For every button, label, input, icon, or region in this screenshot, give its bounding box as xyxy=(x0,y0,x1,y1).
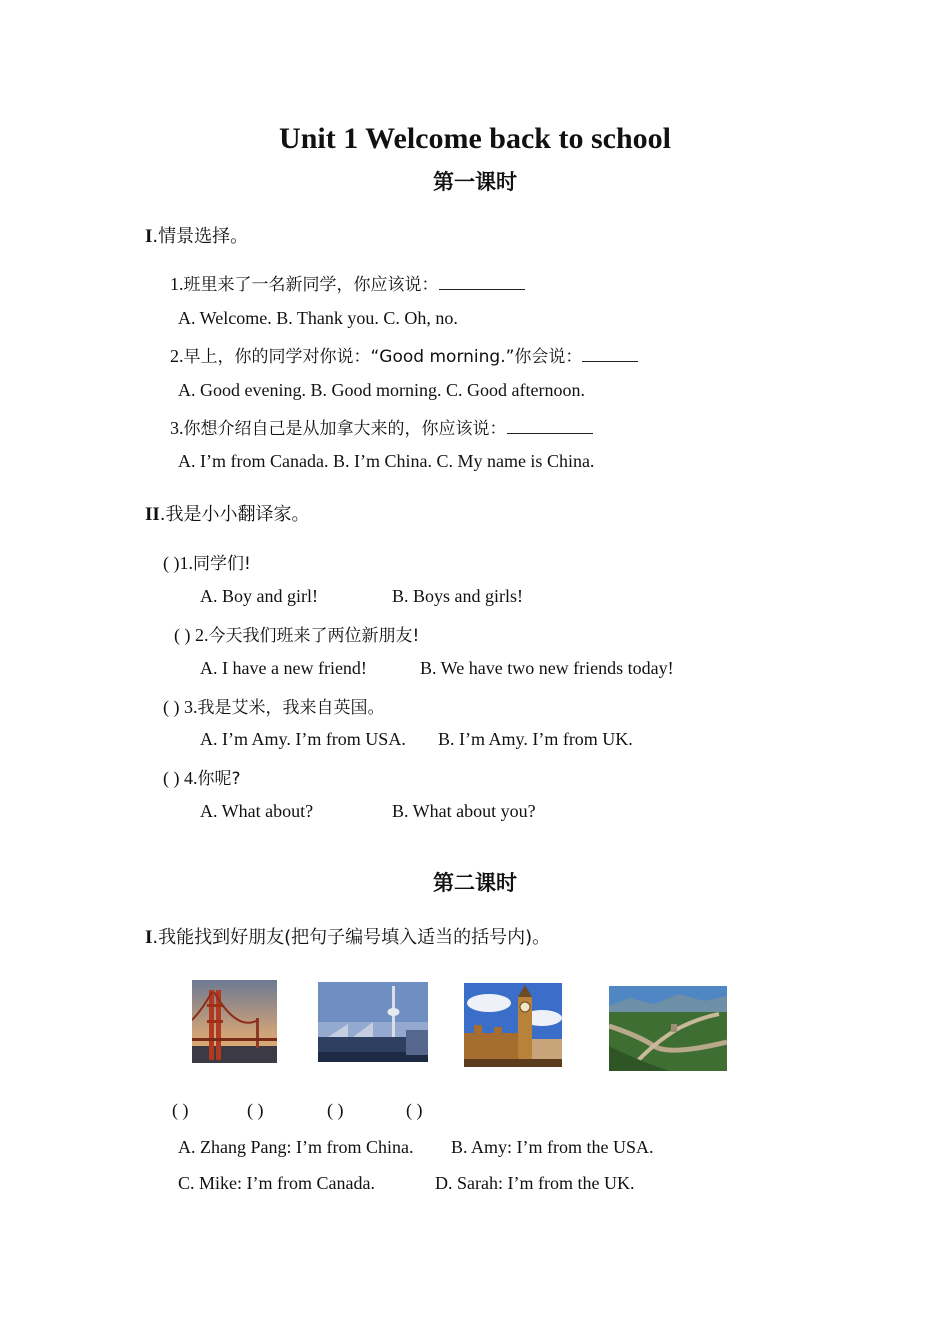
question-text: 你想介绍自己是从加拿大来的，你应该说： xyxy=(183,419,507,439)
match-option-c: C. Mike: I’m from Canada. xyxy=(178,1173,375,1193)
answer-paren[interactable]: ( ) xyxy=(174,625,191,645)
section-2-title xyxy=(145,500,310,526)
question-3 xyxy=(170,414,593,439)
section-title-text: .我能找到好朋友(把句子编号填入适当的括号内)。 xyxy=(152,927,551,948)
question-number: 1. xyxy=(170,274,184,294)
match-option-a: A. Zhang Pang: I’m from China. xyxy=(178,1137,414,1157)
option-b: B. What about you? xyxy=(392,801,536,821)
translate-question-1 xyxy=(163,549,251,574)
option-b: B. I’m Amy. I’m from UK. xyxy=(438,729,633,749)
question-number: 2. xyxy=(170,346,184,366)
answer-blank[interactable] xyxy=(507,417,593,434)
question-number: 1. xyxy=(179,553,193,573)
golden-gate-bridge-image xyxy=(192,980,277,1063)
question-text: 同学们! xyxy=(193,554,251,574)
section-roman: II xyxy=(145,504,160,525)
question-text: 我是艾米，我来自英国。 xyxy=(197,698,385,718)
question-text: 班里来了一名新同学，你应该说： xyxy=(183,275,439,295)
section-roman: I xyxy=(145,226,153,247)
question-number: 4. xyxy=(179,768,198,788)
lesson-1-heading: 第一课时 xyxy=(433,170,517,194)
question-2 xyxy=(170,342,638,367)
section-roman: I xyxy=(145,927,153,948)
option-b: B. Boys and girls! xyxy=(392,586,524,606)
answer-blank[interactable] xyxy=(582,345,638,362)
option-a: A. I’m Amy. I’m from USA. xyxy=(200,729,406,749)
answer-paren[interactable]: ( ) xyxy=(163,553,180,573)
answer-bracket-1[interactable]: ( ) xyxy=(172,1100,189,1120)
translate-question-2 xyxy=(174,621,419,646)
translate-question-4 xyxy=(163,764,241,789)
answer-bracket-4[interactable]: ( ) xyxy=(406,1100,423,1120)
option-b: B. We have two new friends today! xyxy=(420,658,674,678)
question-text: 今天我们班来了两位新朋友! xyxy=(208,626,420,646)
big-ben-image xyxy=(464,983,562,1067)
answer-paren[interactable]: ( ) xyxy=(163,697,180,717)
option-a: A. I have a new friend! xyxy=(200,658,367,678)
option-a: A. What about? xyxy=(200,801,314,821)
translate-question-3 xyxy=(163,693,385,718)
option-a: A. Boy and girl! xyxy=(200,586,318,606)
lesson-2-heading: 第二课时 xyxy=(433,871,517,895)
question-1 xyxy=(170,270,525,295)
question-number: 3. xyxy=(179,697,198,717)
match-option-b: B. Amy: I’m from the USA. xyxy=(451,1137,654,1157)
great-wall-image xyxy=(609,986,727,1071)
answer-bracket-3[interactable]: ( ) xyxy=(327,1100,344,1120)
question-number: 2. xyxy=(190,625,209,645)
section-1-title xyxy=(145,222,248,248)
answer-paren[interactable]: ( ) xyxy=(163,768,180,788)
cn-tower-image xyxy=(318,982,428,1062)
section-title-text: .我是小小翻译家。 xyxy=(159,504,310,525)
page-title: Unit 1 Welcome back to school xyxy=(279,122,671,155)
section-3-title xyxy=(145,923,550,949)
question-1-options: A. Welcome. B. Thank you. C. Oh, no. xyxy=(178,308,458,328)
question-2-options: A. Good evening. B. Good morning. C. Good afternoon. xyxy=(178,380,585,400)
match-option-d: D. Sarah: I’m from the UK. xyxy=(435,1173,635,1193)
question-number: 3. xyxy=(170,418,184,438)
answer-bracket-2[interactable]: ( ) xyxy=(247,1100,264,1120)
question-text: 早上，你的同学对你说：“Good morning.”你会说： xyxy=(183,347,583,367)
section-title-text: .情景选择。 xyxy=(152,226,249,247)
answer-blank[interactable] xyxy=(439,273,525,290)
question-text: 你呢? xyxy=(197,769,241,789)
question-3-options: A. I’m from Canada. B. I’m China. C. My name is China. xyxy=(178,451,595,471)
